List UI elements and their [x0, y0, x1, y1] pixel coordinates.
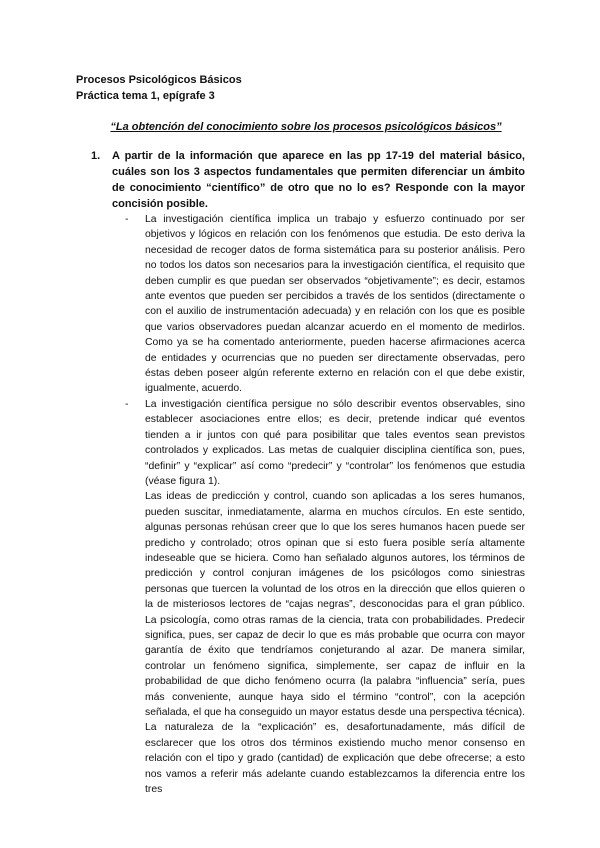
answer-list	[125, 212, 525, 797]
bullet-dash: -	[125, 214, 129, 225]
answer-bullet-2	[125, 397, 525, 489]
continuation-paragraph: Las ideas de predicción y control, cuando son aplicadas a los seres humanos, pueden suscitar, inmediatamente, alarma en muchos círculos. En este sentido, algunas personas rehúsan creer que lo que los seres humanos hacen puede ser predicho y controlado; otros opinan que si esto fuera posible sería altamente indeseable que se hiciera. Como han señalado algunos autores, los términos de predicción y control conjuran imágenes de los psicólogos como siniestras personas que tuercen la voluntad de los otros en la dirección que ellos quieren o la de misteriosos lectores de “cajas negras”, desconocidas para el gran público. La psicología, como otras ramas de la ciencia, trata con probabilidades. Predecir significa, pues, ser capaz de decir lo que es más probable que ocurra con mayor garantía de éxito que tendríamos conjeturando al azar. De manera similar, controlar un fenómeno significa, simplemente, ser capaz de influir en la probabilidad de que dicho fenómeno ocurra (la palabra “influencia” sería, pues más conveniente, aunque haya sido el término “control”, con la acepción señalada, el que ha conseguido un mayor estatus desde una perspectiva técnica). La naturaleza de la “explicación” es, desafortunadamente, más difícil de esclarecer que los otros dos términos existiendo mucho menor consenso en relación con el tipo y grado (cantidad) de explicación que debe ofrecerse; a esto nos vamos a referir más adelante cuando establezcamos la diferencia entre los tres	[145, 491, 525, 796]
practice-subtitle: Práctica tema 1, epígrafe 3	[76, 90, 215, 102]
question-number: 1.	[91, 150, 101, 162]
document-header	[76, 72, 242, 104]
course-title: Procesos Psicológicos Básicos	[76, 74, 242, 86]
bullet-text: La investigación científica implica un trabajo y esfuerzo continuado por ser objetivos y lógicos en relación con los fenómenos que estudia. De esto deriva la necesidad de recoger datos de forma sistemática para su posterior análisis. Pero no todos los datos son necesarios para la investigación científica, el requisito que deben cumplir es que puedan ser observados “objetivamente”; es decir, estamos ante eventos que pueden ser percibidos a través de los sentidos (directamente o con el auxilio de instrumentación adecuada) y en relación con los que es posible que varios observadores puedan alcanzar acuerdo en el momento de medirlos. Como ya se ha comentado anteriormente, pueden hacerse afirmaciones acerca de entidades y ocurrencias que no pueden ser directamente observadas, pero éstas deben poseer algún referente externo en relación con el que debe existir, igualmente, acuerdo.	[145, 214, 525, 395]
section-title: “La obtención del conocimiento sobre los procesos psicológicos básicos”	[110, 121, 502, 133]
bullet-text: La investigación científica persigue no sólo describir eventos observables, sino establecer asociaciones entre ellos; es decir, pretende indicar qué eventos tienden a ir juntos con qué para posibilitar que tales eventos sean previstos controlados y explicados. Las metas de cualquier disciplina científica son, pues, “definir” y “explicar” así como “predecir” y “controlar” los fenómenos que estudia (véase figura 1).	[145, 398, 525, 487]
question-text: A partir de la información que aparece en las pp 17-19 del material básico, cuáles son los 3 aspectos fundamentales que permiten diferenciar un ámbito de conocimiento “científico” de otro que no lo es? Responde con la mayor concisión posible.	[112, 150, 525, 210]
answer-bullet-1	[125, 212, 525, 397]
bullet-dash: -	[125, 398, 129, 410]
